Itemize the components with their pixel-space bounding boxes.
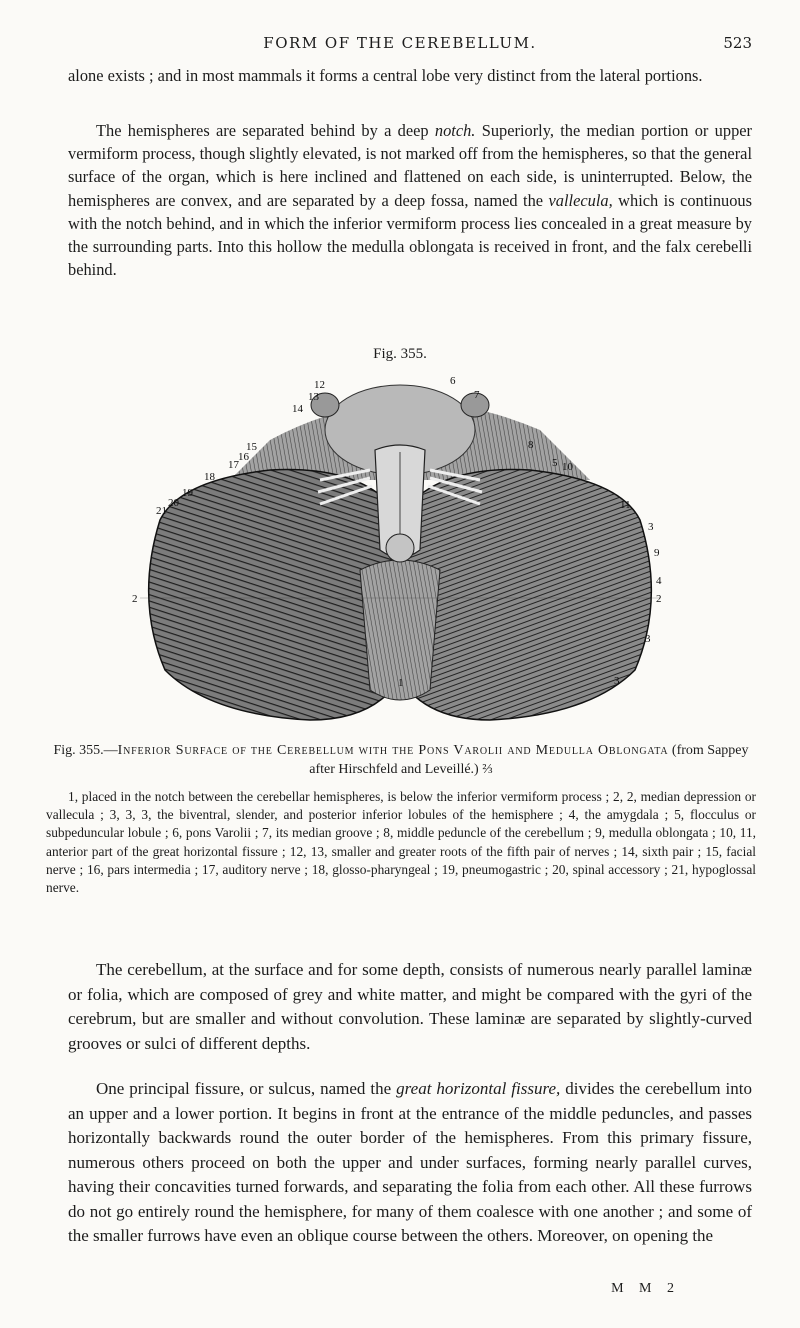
- signature-mark: M M 2: [611, 1281, 680, 1296]
- svg-text:11: 11: [620, 499, 631, 511]
- term-great-horizontal-fissure: great horizontal fissure,: [396, 1079, 561, 1098]
- figure-legend: 1, placed in the notch between the cerebellar hemispheres, is below the inferior vermiform process ; 2, 2, median depression or vallecula ; 3, 3, 3, the biventral, slender, and posterior inferior lobules of the hemisphere ; 4, the amygdala ; 5, flocculus or subpeduncular lobule ; 6, pons Varolii ; 7, its median groove ; 8, middle peduncle of the cerebellum ; 9, medulla oblongata ; 10, 11, anterior part of the great horizontal fissure ; 12, 13, smaller and greater roots of the fifth pair of nerves ; 14, sixth pair ; 15, facial nerve ; 16, pars intermedia ; 17, auditory nerve ; 18, glosso-pharyngeal ; 19, pneumogastric ; 20, spinal accessory ; 21, hypoglossal nerve.: [46, 789, 756, 896]
- page-header: [0, 34, 800, 58]
- svg-text:4: 4: [656, 575, 662, 587]
- paragraph-text: divides the cerebellum into an upper and a lower portion. It begins in front at the entrance of the middle peduncles, and passes horizontally backwards round the outer border of the hemispheres. From this primary fissure, numerous others proceed on both the upper and under surfaces, forming nearly parallel curves, having their concavities turned forwards, and separating the folia from each other. All these furrows do not go entirely round the hemisphere, for many of them coalesce with one another ; and some of the smaller furrows have even an oblique course between the others. Moreover, on opening the: [68, 1079, 752, 1245]
- running-title: FORM OF THE CEREBELLUM.: [263, 34, 537, 52]
- svg-text:9: 9: [654, 547, 660, 559]
- term-notch: notch.: [434, 121, 476, 140]
- svg-text:5: 5: [552, 457, 558, 469]
- caption-title: Inferior Surface of the Cerebellum with the Pons Varolii and Medulla Oblongata: [117, 743, 669, 758]
- svg-text:15: 15: [246, 441, 257, 453]
- medulla-section: [386, 534, 414, 562]
- term-vallecula: vallecula,: [548, 190, 613, 210]
- svg-text:3: 3: [614, 675, 620, 687]
- svg-text:8: 8: [528, 439, 534, 451]
- caption-scale: ⅔: [482, 762, 493, 777]
- svg-text:19: 19: [182, 487, 193, 499]
- figure-caption: [46, 741, 756, 779]
- svg-text:21: 21: [156, 505, 167, 517]
- caption-source: (from Sappey after Hirschfeld and Leveillé.): [309, 743, 749, 777]
- svg-text:1: 1: [398, 677, 404, 689]
- svg-text:2: 2: [656, 593, 662, 605]
- svg-text:16: 16: [238, 451, 249, 463]
- svg-text:3: 3: [648, 521, 654, 533]
- svg-text:13: 13: [308, 391, 319, 403]
- paragraph-text: The hemispheres are separated behind by a deep: [96, 121, 435, 140]
- paragraph-text: Superiorly, the median portion or upper vermiform process, though slightly elevated, is not marked off from the hemispheres, so that the general surface of the organ, which is here inclined and flattened on each side, is uninterrupted. Below, the hemispheres are convex, and are separated by a deep fossa, named the: [68, 121, 752, 210]
- paragraph-text: One principal fissure, or sulcus, named the: [96, 1079, 397, 1098]
- cerebellum-illustration: [120, 370, 680, 730]
- svg-text:6: 6: [450, 375, 456, 387]
- svg-text:3: 3: [645, 633, 651, 645]
- page-number: 523: [723, 34, 752, 52]
- svg-text:17: 17: [228, 459, 239, 471]
- figure-label: Fig. 355.: [373, 346, 427, 362]
- svg-text:7: 7: [474, 389, 480, 401]
- paragraph-horizontal-fissure: [68, 1077, 752, 1249]
- caption-prefix: Fig. 355.—: [53, 743, 118, 758]
- svg-text:2: 2: [132, 593, 138, 605]
- svg-text:12: 12: [314, 379, 325, 391]
- paragraph-hemispheres: [68, 119, 752, 281]
- paragraph-continued: alone exists ; and in most mammals it forms a central lobe very distinct from the lateral portions.: [68, 66, 703, 85]
- paragraph-laminae: The cerebellum, at the surface and for some depth, consists of numerous nearly parallel laminæ or folia, which are composed of grey and white matter, and might be compared with the gyri of the cerebrum, but are smaller and without convolution. These laminæ are separated by slightly-curved grooves or sulci of different depths.: [68, 960, 752, 1053]
- svg-text:20: 20: [168, 497, 179, 509]
- svg-text:14: 14: [292, 403, 303, 415]
- svg-text:10: 10: [562, 461, 573, 473]
- svg-text:18: 18: [204, 471, 215, 483]
- paragraph-text: which is continuous with the notch behind, and in which the inferior vermiform process lies concealed in a great measure by the surrounding parts. Into this hollow the medulla oblongata is received in front, and the falx cerebelli behind.: [68, 190, 752, 280]
